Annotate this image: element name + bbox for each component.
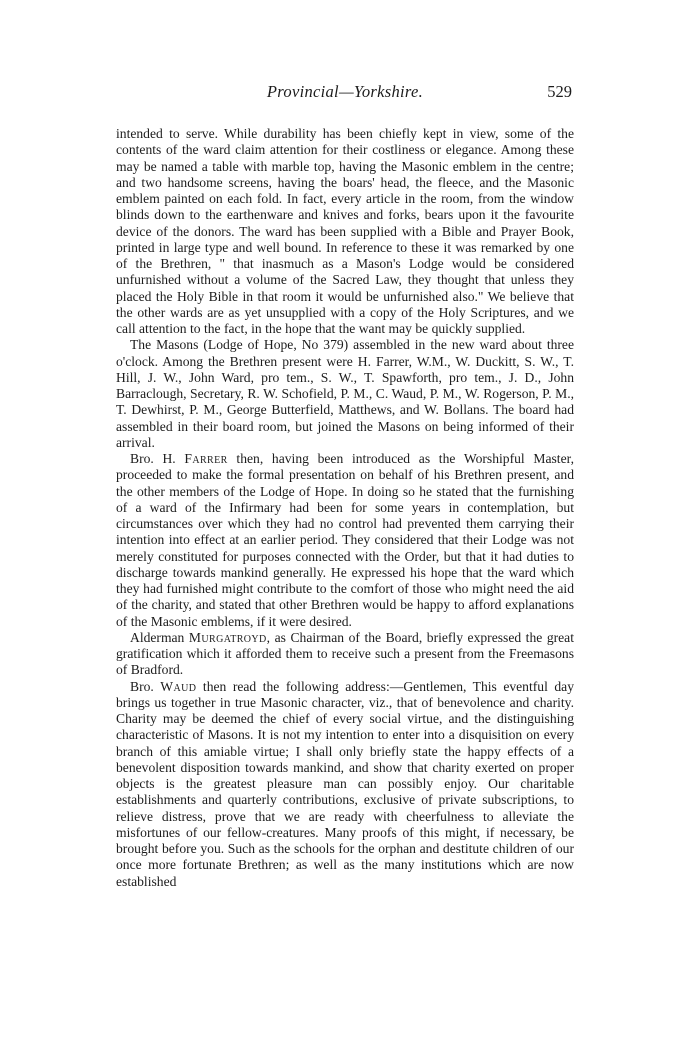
book-page bbox=[116, 82, 574, 890]
speaker-name: Waud bbox=[160, 678, 197, 694]
speaker-name: Farrer bbox=[184, 451, 228, 466]
paragraph-masons-assembled bbox=[116, 337, 574, 451]
paragraph-text: , as Chairman of the Board, briefly expressed the great gratification which it afforded them to receive such a present from the Freemasons of Bradford. bbox=[116, 629, 574, 678]
paragraph-text: then, having been introduced as the Worshipful Master, proceeded to make the formal presentation on behalf of his Brethren present, and the other members of the Lodge of Hope. In doing so he stated that the furnishing of a ward of the Infirmary had been for some years in contemplation, but circumstances over which they had no control had prevented them carrying their intention into effect at an earlier period. They considered that their Lodge was not merely constituted for purposes connected with the Order, but that it had duties to discharge towards mankind generally. He expressed his hope that the ward which they had furnished might contribute to the comfort of those who might need the aid of the charity, and stated that other Brethren would be happy to afford explanations of the Masonic emblems, if it were desired. bbox=[116, 451, 574, 629]
paragraph-waud-address bbox=[116, 679, 574, 890]
speaker-name: Murgatroyd bbox=[188, 629, 267, 645]
paragraph-lead: Bro. H. bbox=[130, 451, 185, 466]
body-text bbox=[116, 126, 574, 890]
paragraph-murgatroyd-reply bbox=[116, 630, 574, 679]
paragraph-ward-contents bbox=[116, 126, 574, 337]
paragraph-text: intended to serve. While durability has been chiefly kept in view, some of the contents of the ward claim attention for their costliness or elegance. Among these may be named a table with marble top, having the Masonic emblem in the centre; and two handsome screens, having the boars' head, the fleece, and the Masonic emblem painted on each fold. In fact, every article in the room, from the window blinds down to the earthenware and knives and forks, bears upon it the favourite device of the donors. The ward has been supplied with a Bible and Prayer Book, printed in large type and well bound. In reference to these it was remarked by one of the Brethren, " that inasmuch as a Mason's Lodge would be considered unfurnished without a volume of the Sacred Law, they thought that unless they placed the Holy Bible in that room it would be unfurnished also." We believe that the other wards are as yet unsupplied with a copy of the Holy Scriptures, and we call attention to the fact, in the hope that the want may be quickly supplied. bbox=[116, 126, 574, 336]
paragraph-lead: Alderman bbox=[130, 629, 189, 645]
running-title: Provincial—Yorkshire. bbox=[266, 82, 424, 101]
paragraph-text: then read the following address:—Gentlemen, This eventful day brings us together in true Masonic character, viz., that of benevolence and charity. Charity may be deemed the chief of every social virtue, and the distinguishing characteristic of Masons. It is not my intention to enter into a disquisition on every branch of this amiable virtue; I shall only briefly state the happy effects of a benevolent disposition towards mankind, and show that charity exerted on proper objects is the greatest pleasure man can possibly enjoy. Our charitable establishments and quarterly contributions, exclusive of private subscriptions, to relieve distress, prove that we are ready with cheerfulness to alleviate the misfortunes of our fellow-creatures. Many proofs of this might, if necessary, be brought before you. Such as the schools for the orphan and destitute children of our once more fortunate Brethren; as well as the many institutions which are now established bbox=[116, 678, 574, 889]
page-number: 529 bbox=[547, 82, 572, 101]
paragraph-lead: Bro. bbox=[130, 678, 161, 694]
page-header bbox=[116, 82, 574, 108]
paragraph-text: The Masons (Lodge of Hope, No 379) assembled in the new ward about three o'clock. Among the Brethren present were H. Farrer, W.M., W. Duckitt, S. W., T. Hill, J. W., John Ward, pro tem., S. W., T. Spawforth, pro tem., J. D., John Barraclough, Secretary, R. W. Schofield, P. M., C. Waud, P. M., W. Rogerson, P. M., T. Dewhirst, P. M., George Butterfield, Matthews, and W. Bollans. The board had assembled in their board room, but joined the Masons on being informed of their arrival. bbox=[116, 337, 574, 450]
paragraph-farrer-presentation bbox=[116, 451, 574, 630]
